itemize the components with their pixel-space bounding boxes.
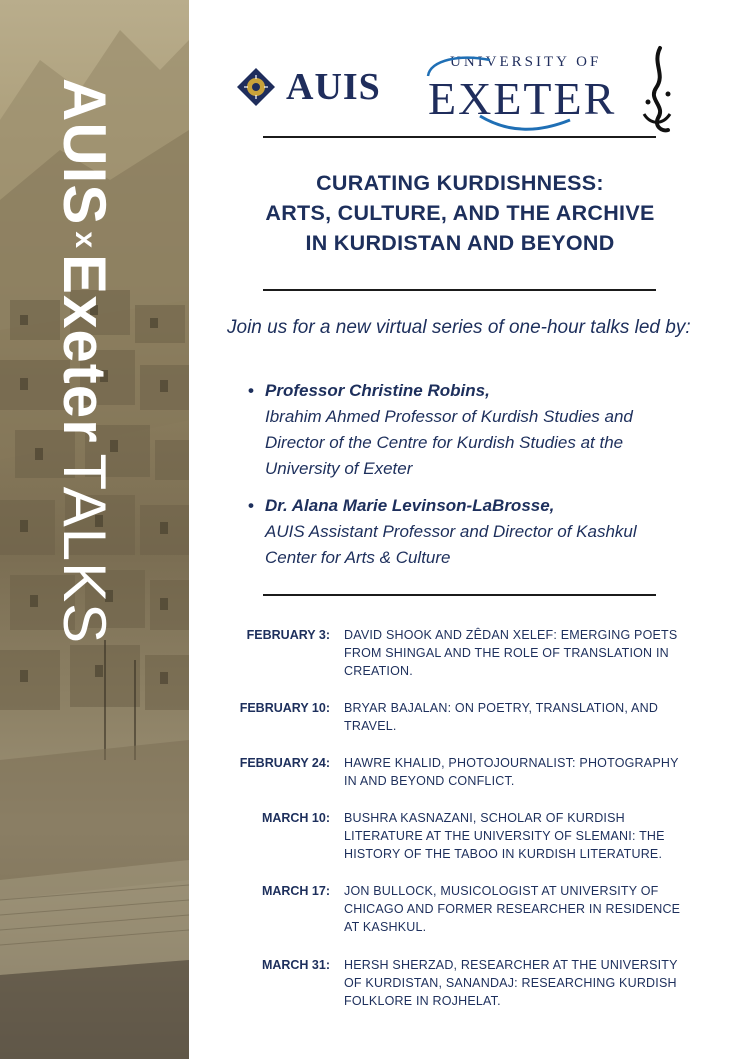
series-title-vertical [40, 78, 130, 698]
event-description: DAVID SHOOK AND ZÊDAN XELEF: EMERGING POETS FROM SHINGAL AND THE ROLE OF TRANSLATION IN CREATION. [344, 628, 678, 678]
strip-title-exeter: Exeter [51, 254, 119, 444]
exeter-university-of: UNIVERSITY OF [450, 54, 602, 70]
exeter-wordmark: EXETER [428, 73, 617, 124]
title-line-2: ARTS, CULTURE, AND THE ARCHIVE [265, 201, 655, 225]
divider-middle [263, 289, 656, 291]
event-date: MARCH 17: [261, 884, 330, 898]
speaker-role: AUIS Assistant Professor and Director of Kashkul Center for Arts & Culture [265, 522, 637, 567]
speaker-name: Dr. Alana Marie Levinson-LaBrosse, [265, 496, 555, 515]
intro-text: Join us for a new virtual series of one-hour talks led by: [227, 317, 691, 338]
divider-bottom [263, 594, 656, 596]
page-title [240, 168, 680, 258]
bullet-icon: • [248, 496, 254, 515]
event-description: BUSHRA KASNAZANI, SCHOLAR OF KURDISH LITERATURE AT THE UNIVERSITY OF SLEMANI: THE HISTORY OF THE TABOO IN KURDISH LITERATURE. [344, 811, 665, 861]
speaker-role: Ibrahim Ahmed Professor of Kurdish Studies and Director of the Centre for Kurdish Studies at the University of Exeter [265, 407, 633, 478]
exeter-logo [420, 46, 620, 136]
event-date: MARCH 31: [261, 958, 330, 972]
auis-emblem-icon [236, 67, 276, 107]
event-description: JON BULLOCK, MUSICOLOGIST AT UNIVERSITY OF CHICAGO AND FORMER RESEARCHER IN RESIDENCE AT KASHKUL. [344, 884, 681, 934]
event-date: FEBRUARY 24: [239, 756, 330, 770]
exeter-swoosh-icon [420, 46, 620, 136]
speaker-item [248, 378, 688, 482]
event-date: FEBRUARY 3: [246, 628, 330, 642]
auis-logo [236, 66, 381, 108]
event-description: BRYAR BAJALAN: ON POETRY, TRANSLATION, AND TRAVEL. [344, 701, 659, 733]
strip-title-x: x [69, 231, 102, 249]
logo-row [236, 40, 706, 140]
auis-wordmark: AUIS [286, 66, 381, 108]
speaker-item [248, 493, 688, 571]
strip-title-talks: TALKS [51, 453, 119, 645]
event-description: HAWRE KHALID, PHOTOJOURNALIST: PHOTOGRAPHY IN AND BEYOND CONFLICT. [344, 756, 679, 788]
event-date: FEBRUARY 10: [239, 701, 330, 715]
title-line-3: IN KURDISTAN AND BEYOND [305, 231, 615, 255]
event-description: HERSH SHERZAD, RESEARCHER AT THE UNIVERSITY OF KURDISTAN, SANANDAJ: RESEARCHING KURDISH FOLKLORE IN ROJHELAT. [344, 958, 678, 1008]
speaker-name: Professor Christine Robins, [265, 381, 490, 400]
strip-title-auis: AUIS [51, 78, 119, 226]
kashkul-calligraphy-icon [640, 44, 674, 136]
title-line-1: CURATING KURDISHNESS: [316, 171, 604, 195]
event-date: MARCH 10: [261, 811, 330, 825]
divider-top [263, 136, 656, 138]
village-photo-strip [0, 0, 189, 1059]
bullet-icon: • [248, 381, 254, 400]
